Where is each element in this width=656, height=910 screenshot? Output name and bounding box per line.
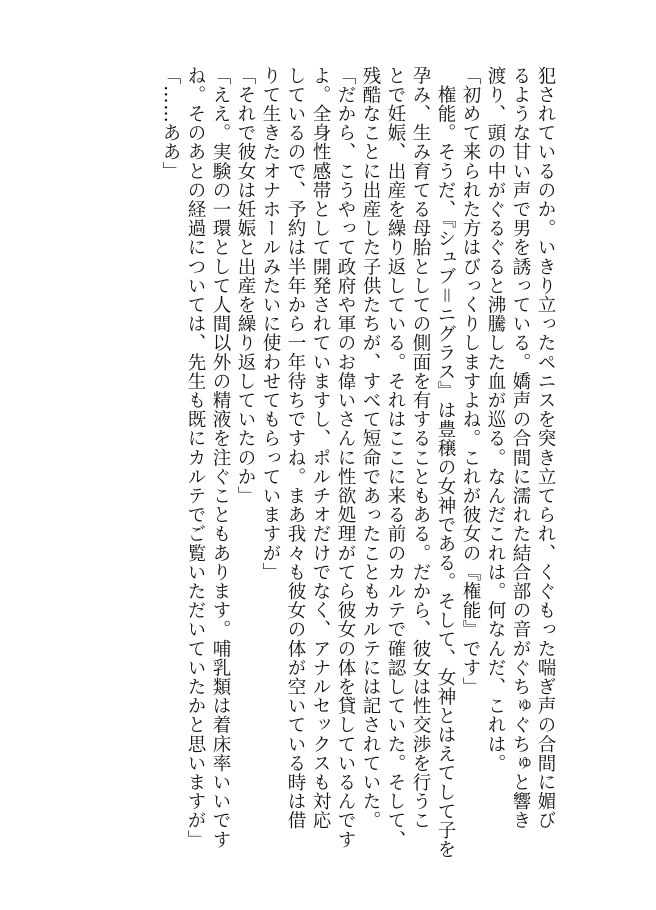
dialogue-line: よ。全身性感帯として開発されていますし、ポルチオだけでなく、アナルセックスも対応 — [310, 66, 331, 830]
vertical-text-body — [158, 66, 558, 859]
text-line: 渡り、頭の中がぐるぐると沸騰した血が巡る。なんだこれは。何なんだ、これは。 — [485, 66, 506, 773]
dialogue-line: 「……ああ」 — [160, 66, 181, 181]
dialogue-line: りて生きたオナホールみたいに使わせてもらっていますが」 — [260, 66, 281, 582]
dialogue-line: 「だから、こうやって政府や軍のお偉いさんに性欲処理がてら彼女の体を貸しているんです — [335, 66, 356, 850]
text-line: とで妊娠、出産を繰り返している。それはここに来る前のカルテで確認していた。そして、 — [385, 66, 406, 850]
text-line: 残酷なことに出産した子供たちが、すべて短命であったこともカルテには記されていた。 — [360, 66, 381, 830]
dialogue-line: ね。そのあとの経過については、先生も既にカルテでご覧いただいていたかと思いますが」 — [185, 66, 206, 850]
text-line: 犯されているのか。いきり立ったペニスを突き立てられ、くぐもった喘ぎ声の合間に媚び — [535, 66, 556, 830]
text-line: るような甘い声で男を誘っている。嬌声の合間に濡れた結合部の音がぐちゅぐちゅと響き — [510, 66, 531, 830]
dialogue-line: 「それで彼女は妊娠と出産を繰り返していたのか」 — [235, 66, 256, 506]
text-line: 権能。そうだ、『シュブ＝ニグラス』は豊穣の女神である。そして、女神とはえてして子を — [435, 66, 456, 859]
dialogue-line: 「ええ。実験の一環として人間以外の精液を注ぐこともあります。哺乳類は着床率いいです — [210, 66, 231, 850]
dialogue-line: しているので、予約は半年から一年待ちですね。まあ我々も彼女の体が空いている時は借 — [285, 66, 306, 830]
text-line: 孕み、生み育てる母胎としての側面を有することもある。だから、彼女は性交渉を行うこ — [410, 66, 431, 830]
dialogue-line: 「初めて来られた方はびっくりしますよね。これが彼女の『権能』です」 — [460, 66, 481, 697]
